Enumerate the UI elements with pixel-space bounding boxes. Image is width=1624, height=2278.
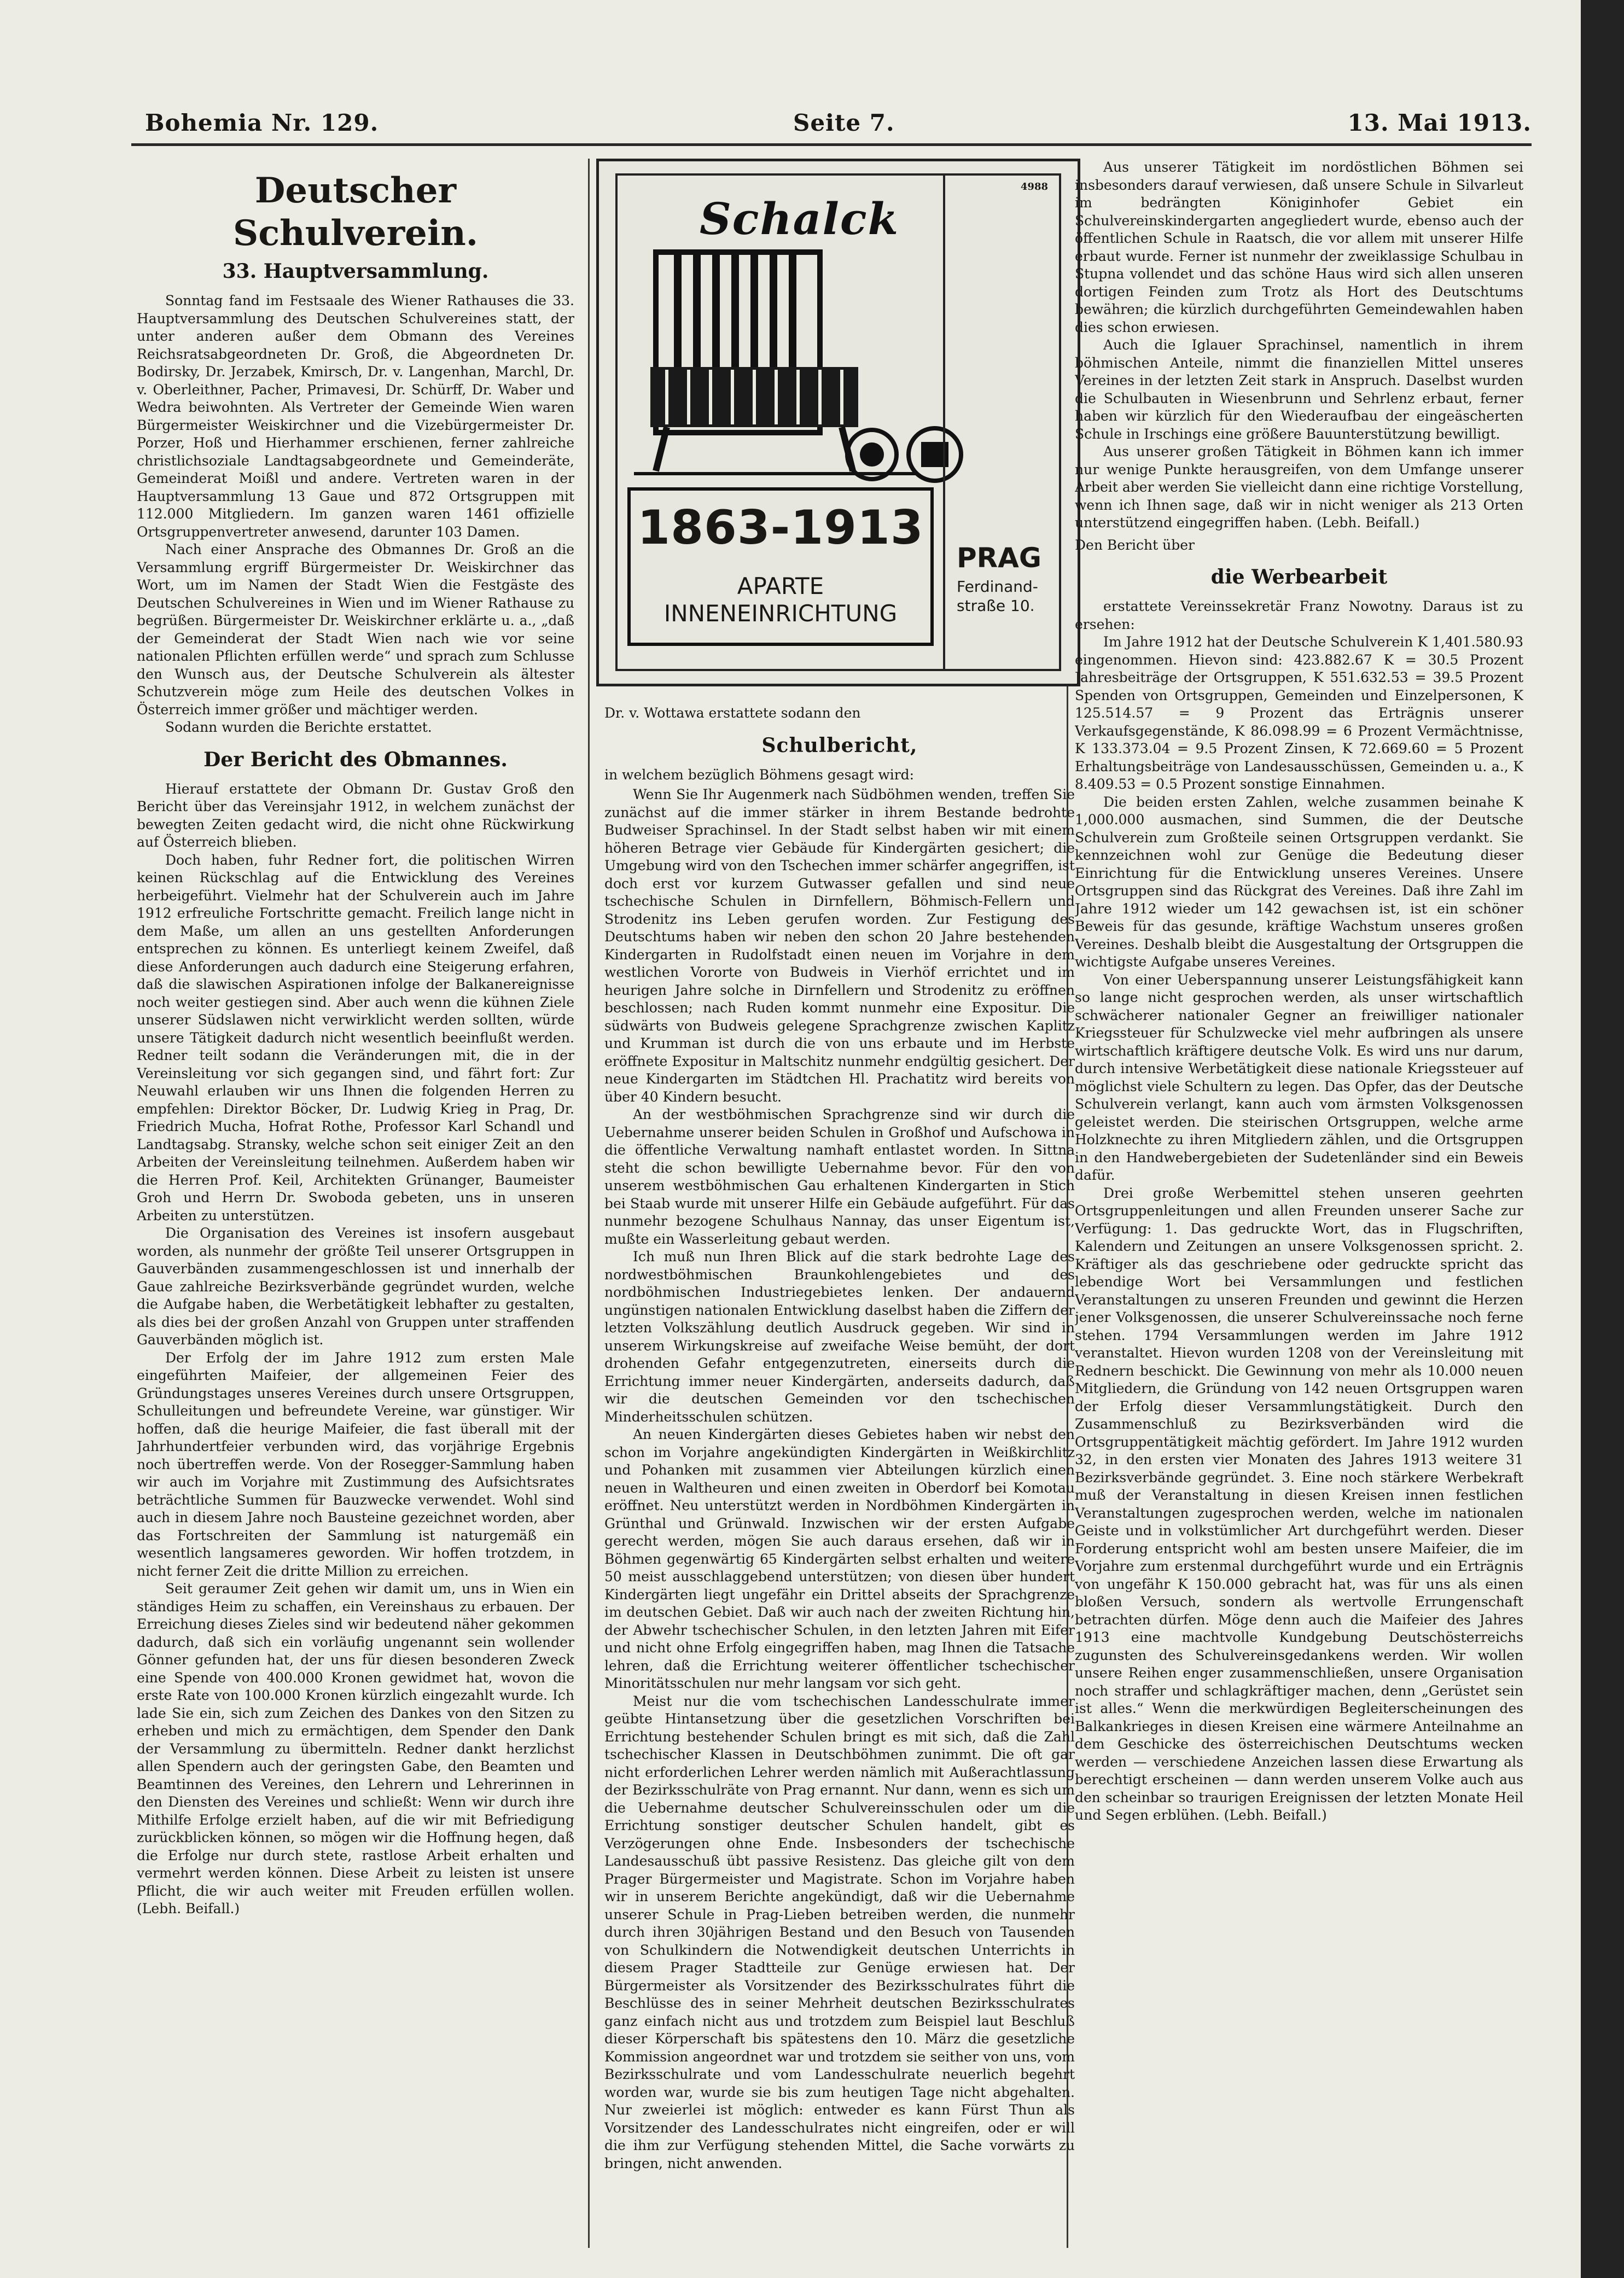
section-heading: Schulbericht, [761,733,918,757]
page-header [131,109,1532,153]
section-intro: in welchem bezüglich Böhmens gesagt wird: [604,766,915,783]
paragraph: Aus unserer Tätigkeit im nordöstlichen Böhmen sei insbesonders darauf verwiesen, daß unsere Schule in Silvarleut im bedrängten Königinhofer Gebiet ein Schulvereinskindergarten angegliedert wurde, ebenso auch der öffentlichen Schule in Raatsch, die vor allem mit unserer Hilfe erbaut wurde. Ferner ist nunmehr der zweiklassige Schulbau in Stupna vollendet und das schöne Haus wird sich allen unseren dortigen Feinden zum Trotz als Hort des Deutschtums bewähren; die kürzlich durchgeführten Gemeindewahlen haben dies schon erwiesen. [1075,159,1523,335]
section-intro: Den Bericht über [1075,537,1195,553]
paragraph: Auch die Iglauer Sprachinsel, namentlich in ihrem böhmischen Anteile, nimmt die finanziellen Mittel unseres Vereines in der letzten Zeit stark in Anspruch. Daselbst wurden die Schulbauten in Wiesenbrunn und Sehrlenz erbaut, ferner haben wir kürzlich für den Wiederaufbau der eingeäscherten Schule in Irschings eine größere Bauunterstützung bewilligt. [1075,337,1523,442]
header-date: 13. Mai 1913. [1347,109,1532,136]
paragraph: An neuen Kindergärten dieses Gebietes haben wir nebst den schon im Vorjahre angekündigten Kindergärten in Weißkirchlitz und Pohanken mit zusammen vier Abteilungen kürzlich einen neuen in Waltheuren und einen zweiten in Oberdorf bei Komotau eröffnet. Neu unterstützt werden in Nordböhmen Kindergärten in Grünthal und Grünwald. Inzwischen wir der ersten Aufgabe gerecht werden, mögen Sie auch daraus ersehen, daß wir in Böhmen gegenwärtig 65 Kindergärten selbst erhalten und weitere 50 meist ausschlaggebend unterstützen; von diesen über hundert Kindergärten liegt ungefähr ein Drittel abseits der Sprachgrenze im deutschen Gebiet. Daß wir auch nach der zweiten Richtung hin, der Abwehr tschechischer Schulen, in den letzten Jahren mit Eifer und nicht ohne Erfolg eingegriffen haben, mag Ihnen die Tatsache lehren, daß die Errichtung weiterer öffentlicher tschechischer Minoritätsschulen nur mehr langsam vor sich geht. [604,1426,1075,1691]
paragraph: Hierauf erstattete der Obmann Dr. Gustav Groß den Bericht über das Vereinsjahr 1912, in welchem zunächst der bewegten Zeiten gedacht wird, die nicht ohne Rückwirkung auf Österreich blieben. [137,780,574,850]
paragraph: An der westböhmischen Sprachgrenze sind wir durch die Uebernahme unserer beiden Schulen in Großhof und Aufschowa in die öffentliche Verwaltung namhaft entlastet worden. In Sittna steht die schon bewilligte Uebernahme bevor. Für den von unserem westböhmischen Gau erhaltenen Kindergarten in Stich bei Staab wurde mit unserer Hilfe ein Gebäude aufgeführt. Für das nunmehr bezogene Schulhaus Nannay, das unser Eigentum ist, mußte ein Wasserleitung gebaut werden. [604,1106,1075,1247]
ad-code: 4988 [1020,181,1048,193]
ad-address-line-1: Ferdinand- [957,578,1038,596]
ad-brand-logo: Schalck [700,193,900,244]
ad-address-line-2: straße 10. [957,597,1035,615]
ad-years: 1863-1913 [637,500,924,555]
paragraph: Der Erfolg der im Jahre 1912 zum ersten Male eingeführten Maifeier, der allgemeinen Feier des Gründungstages unseres Vereines durch unsere Ortsgruppen, Schulleitungen und befreundete Vereine, war günstiger. Wir hoffen, daß die heurige Maifeier, die fast überall mit der Jahrhundertfeier verbunden wird, das vorjährige Ergebnis noch übertreffen werde. Von der Rosegger-Sammlung haben wir auch im Vorjahre mit Zustimmung des Aufsichtsrates beträchtliche Summen für Bauzwecke verwendet. Wohl sind auch in diesem Jahre noch Bausteine gezeichnet worden, aber das Fortschreiten der Sammlung ist naturgemäß ein wesentlich langsameres geworden. Wir hoffen trotzdem, in nicht ferner Zeit die dritte Million zu erreichen. [137,1349,574,1579]
paragraph: erstattete Vereinssekretär Franz Nowotny. Daraus ist zu ersehen: [1075,598,1523,632]
ad-text-box [627,487,934,646]
paragraph: Im Jahre 1912 hat der Deutsche Schulverein K 1,401.580.93 eingenommen. Hievon sind: 423.882.67 K = 30.5 Prozent Jahresbeiträge der Ortsgruppen, K 551.632.53 = 39.5 Prozent Spenden von Ortsgruppen, Gemeinden und Einzelpersonen, K 125.514.57 = 9 Prozent das Erträgnis unserer Verkaufsgegenstände, K 86.098.99 = 6 Prozent Vermächtnisse, K 133.373.04 = 9.5 Prozent Zinsen, K 72.669.60 = 5 Prozent Erhaltungsbeiträge von Landesausschüssen, Gemeinden u. a., K 8.409.53 = 0.5 Prozent sonstige Einnahmen. [1075,634,1523,792]
paragraph: Meist nur die vom tschechischen Landesschulrate immer geübte Hintansetzung über die gesetzlichen Vorschriften bei Errichtung bestehender Schulen bringt es mit sich, daß die Zahl tschechischer Klassen in Deutschböhmen zunimmt. Die oft gar nicht erforderlichen Lehrer werden nämlich mit Außerachtlassung der Bezirksschulräte von Prag ernannt. Nur dann, wenn es sich um die Uebernahme deutscher Schulvereinsschulen oder um die Errichtung sonstiger deutscher Schulen handelt, gibt es Verzögerungen ohne Ende. Insbesonders der tschechische Landesausschuß übt passive Resistenz. Das gleiche gilt von dem Prager Bürgermeister und Magistrate. Schon im Vorjahre haben wir in unserem Berichte angekündigt, daß wir die Uebernahme unserer Schule in Prag-Lieben betreiben werden, die nunmehr durch ihren 30jährigen Bestand und den Besuch von Tausenden von Schulkindern die Notwendigkeit deutschen Unterrichts in diesem Prager Stadtteile zur Genüge erwiesen hat. Der Bürgermeister als Vorsitzender des Bezirksschulrates führt die Beschlüsse des in seiner Mehrheit deutschen Bezirksschulrates ganz einfach nicht aus und trotzdem zum Beispiel laut Beschluß dieser Körperschaft bis spätestens den 10. März die gesetzliche Kommission angeordnet war und trotzdem sie seither von uns, vom Bezirksschulrate und vom Landesschulrate neuerlich begehrt worden war, wurde sie bis zum heutigen Tage nicht abgehalten. Nur zweierlei ist möglich: entweder es kann Fürst Thun als Vorsitzender des Landesschulrates nicht eingreifen, oder er will die ihm zur Verfügung stehenden Mittel, die Sache vorwärts zu bringen, nicht anwenden. [604,1693,1075,2171]
paragraph: Ich muß nun Ihren Blick auf die stark bedrohte Lage des nordwestböhmischen Braunkohlengebietes und des nordböhmischen Industriegebietes lenken. Der andauernd ungünstigen nationalen Entwicklung daselbst haben die Ziffern der letzten Volkszählung deutlich Ausdruck gegeben. Wir sind in unserem Wirkungskreise auf zweifache Weise bemüht, der dort drohenden Gefahr entgegenzutreten, einerseits durch die Errichtung immer neuer Kindergärten, anderseits dadurch, daß wir die deutschen Gemeinden vor den tschechischen Minderheitsschulen schützen. [604,1249,1075,1425]
ad-city: PRAG [957,542,1041,574]
ad-frame [615,173,1061,671]
ad-line-2: INNENEINRICHTUNG [663,600,898,627]
paragraph: Drei große Werbemittel stehen unseren geehrten Ortsgruppenleitungen und allen Freunden unserer Sache zur Verfügung: 1. Das gedruckte Wort, das in Flugschriften, Kalendern und Zeitungen an unsere Volksgenossen spricht. 2. Kräftiger als das geschriebene oder gedruckte spricht das lebendige Wort bei Versammlungen und festlichen Veranstaltungen zu unseren Freunden und gewinnt die Herzen jener Volksgenossen, die unserer Schulvereinssache noch ferne stehen. 1794 Versammlungen werden im Jahre 1912 veranstaltet. Hievon wurden 1208 von der Vereinsleitung mit Rednern beschickt. Die Gewinnung von mehr als 10.000 neuen Mitgliedern, die Gründung von 142 neuen Ortsgruppen waren der Erfolg dieser Versammlungstätigkeit. Durch den Zusammenschluß zu Bezirksverbänden wird die Ortsgruppentätigkeit mächtig gefördert. Im Jahre 1912 wurden 32, in den ersten vier Monaten des Jahres 1913 weitere 31 Bezirksverbände gegründet. 3. Eine noch stärkere Werbekraft muß der Veranstaltung in diesen Kreisen innen festlichen Veranstaltungen zugesprochen werden, welche im nationalen Geiste und in volkstümlicher Art durchgeführt werden. Dieser Forderung entspricht wohl am besten unsere Maifeier, die im Vorjahre zum erstenmal durchgeführt wurde und ein Erträgnis von ungefähr K 150.000 gebracht hat, was für uns als einen bloßen Versuch, sondern als wertvolle Errungenschaft betrachten dürfen. Möge denn auch die Maifeier des Jahres 1913 eine machtvolle Kundgebung Deutschösterreichs zugunsten des Schulvereinsgedankens werden. Wir wollen unsere Reihen enger zusammenschließen, unsere Organisation noch straffer und schlagkräftiger machen, denn „Gerüstet sein ist alles.“ Wenn die merkwürdigen Begleiterscheinungen des Balkankrieges in diesen Kreisen eine wärmere Anteilnahme an dem Geschicke des österreichischen Deutschtums wecken werden — verschiedene Anzeichen lassen diese Erwartung als berechtigt erscheinen — dann werden unserem Volke auch aus den scheinbar so traurigen Ereignissen der letzten Monate Heil und Segen erblühen. (Lebh. Beifall.) [1075,1185,1523,1823]
section-heading: Der Bericht des Obmannes. [203,748,508,771]
section-heading: die Werbearbeit [1210,566,1388,589]
paragraph: Nach einer Ansprache des Obmannes Dr. Groß an die Versammlung ergriff Bürgermeister Dr. Weiskirchner das Wort, um im Namen der Stadt Wien die Festgäste des Deutschen Schulvereines in Wien und im Wiener Rathause zu begrüßen. Bürgermeister Dr. Weiskirchner erklärte u. a., „daß der Gemeinderat der Stadt Wien nach wie vor seine nationalen Pflichten erfüllen werde“ und sprach zum Schlusse den Wunsch aus, der Deutsche Schulverein als ältester Schutzverein möge zum Heile des deutschen Volkes in Österreich immer größer und mächtiger werden. [137,541,574,718]
header-page-number: Seite 7. [793,109,895,136]
ad-line-1: APARTE [737,573,824,599]
ad-divider [943,176,945,669]
paragraph: Die Organisation des Vereines ist insofern ausgebaut worden, als nunmehr der größte Teil unserer Ortsgruppen in Gauverbänden zusammengeschlossen ist und innerhalb der Gaue zahlreiche Bezirksverbände gegründet wurden, welche die Aufgabe haben, die Werbetätigkeit lebhafter zu gestalten, als dies bei der großen Anzahl von Gruppen unter straffenden Gauverbänden möglich ist. [137,1225,574,1348]
header-issue: Bohemia Nr. 129. [145,109,379,136]
article-title: Deutscher Schulverein. [232,170,479,254]
column-divider [588,159,590,2248]
header-divider [131,143,1532,146]
paragraph: Doch haben, fuhr Redner fort, die politischen Wirren keinen Rückschlag auf die Entwicklung des Vereines herbeigeführt. Vielmehr hat der Schulverein auch im Jahre 1912 erfreuliche Fortschritte gemacht. Freilich lange nicht in dem Maße, um allen an uns gestellten Anforderungen entsprechen zu können. Es unterliegt keinem Zweifel, daß diese Anforderungen auch dadurch eine Steigerung erfahren, daß die slawischen Aspirationen infolge der Balkanereignisse noch weiter gestiegen sind. Aber auch wenn die kühnen Ziele unserer Südslawen nicht verwirklicht werden sollten, würde unsere Tätigkeit dadurch nicht wesentlich beeinflußt werden. Redner teilt sodann die Veränderungen mit, die in der Vereinsleitung vor sich gegangen sind, und fährt fort: Zur Neuwahl erlauben wir uns Ihnen die folgenden Herren zu empfehlen: Direktor Böcker, Dr. Ludwig Krieg in Prag, Dr. Friedrich Mucha, Hofrat Rothe, Professor Karl Schandl und Landtagsabg. Stransky, welche schon seit einiger Zeit an den Arbeiten der Vereinsleitung teilnehmen. Außerdem haben wir die Herren Prof. Keil, Architekten Grünanger, Baumeister Groh und Herrn Dr. Swoboda gebeten, uns in unseren Arbeiten zu unterstützen. [137,852,574,1224]
paragraph: Aus unserer großen Tätigkeit in Böhmen kann ich immer nur wenige Punkte herausgreifen, von dem Umfange unserer Arbeit aber werden Sie vielleicht dann eine richtige Vorstellung, wenn ich Ihnen sage, daß wir in nicht weniger als 213 Orten unterstützend eingegriffen haben. (Lebh. Beifall.) [1075,444,1523,531]
advertisement [596,159,1080,686]
emblem-icons [842,424,973,485]
paragraph: Von einer Ueberspannung unserer Leistungsfähigkeit kann so lange nicht gesprochen werden, als unser wirtschaftlich schwächerer nationaler Gegner an freiwilliger nationaler Kriegssteuer für Schulzwecke viel mehr aufbringen als unsere wirtschaftlich kräftigere deutsche Volk. Es wird uns nur darum, durch intensive Werbetätigkeit diese nationale Kriegssteuer auf möglichst viele Schultern zu legen. Das Opfer, das der Deutsche Schulverein verlangt, kann auch vom ärmsten Volksgenossen geleistet werden. Die steirischen Ortsgruppen, welche arme Holzknechte zu ihren Mitgliedern zählen, und die Ortsgruppen in den Handwebergebieten der Sudetenländer sind ein Beweis dafür. [1075,971,1523,1183]
paragraph: Die beiden ersten Zahlen, welche zusammen beinahe K 1,000.000 ausmachen, sind Summen, die der Deutsche Schulverein zum Großteile seinen Ortsgruppen verdankt. Sie kennzeichnen wohl zur Genüge die Bedeutung dieser Einrichtung für die Entwicklung unseres Vereines. Unsere Ortsgruppen sind das Rückgrat des Vereines. Daß ihre Zahl im Jahre 1912 wieder um 142 gewachsen ist, ist ein schöner Beweis für das gesunde, kräftige Wachstum unseres großen Vereines. Deshalb bleibt die Ausgestaltung der Ortsgruppen die wichtigste Aufgabe unseres Vereines. [1075,794,1523,970]
text-column-2 [604,700,1075,2242]
text-column-3 [1075,159,1523,2253]
paragraph: Wenn Sie Ihr Augenmerk nach Südböhmen wenden, treffen Sie zunächst auf die immer stärker in ihrem Bestande bedrohte Budweiser Sprachinsel. In der Stadt selbst haben wir mit einem höheren Betrage vier Gebäude für Kindergärten gesichert; die Umgebung wird von den Tschechen immer schärfer angegriffen, ist doch erst vor kurzem Gutwasser gefallen und sind neue tschechische Schulen in Dirnfellern, Böhmisch-Fellern und Strodenitz ins Leben gerufen worden. Zur Festigung des Deutschtums haben wir neben den schon 20 Jahre bestehenden Kindergarten in Rudolfstadt einen neuen im Vorjahre in dem westlichen Vororte von Budweis in Vierhöf errichtet und im heurigen Jahre solche in Dirnfellern und Strodenitz zu eröffnen beschlossen; nach Ruden kommt nunmehr eine Expositur. Die südwärts von Budweis gelegene Sprachgrenze zwischen Kaplitz und Krumman ist durch die von uns erbaute und im Herbste eröffnete Expositur in Maltschitz nunmehr endgültig gesichert. Der neue Kindergarten im Städtchen Hl. Prachatitz wird bereits von über 40 Kindern besucht. [604,786,1075,1105]
scan-edge [1581,0,1624,2278]
paragraph: Seit geraumer Zeit gehen wir damit um, uns in Wien ein ständiges Heim zu schaffen, ein Vereinshaus zu erbauen. Der Erreichung dieses Zieles sind wir bedeutend näher gekommen dadurch, daß sich ein vorläufig ungenannt sein wollender Gönner gefunden hat, der uns für diesen besonderen Zweck eine Spende von 400.000 Kronen gewidmet hat, wovon die erste Rate von 100.000 Kronen kürzlich eingezahlt wurde. Ich lade Sie ein, sich zum Zeichen des Dankes von den Sitzen zu erheben und mich zu ermächtigen, dem Spender den Dank der Versammlung zu übermitteln. Redner dankt herzlichst allen Spendern auch der geringsten Gabe, den Beamten und Beamtinnen des Vereines, den Lehrern und Lehrerinnen in den Diensten des Vereines und schließt: Wenn wir durch ihre Mithilfe Erfolge erzielt haben, auf die wir mit Befriedigung zurückblicken können, so mögen wir die Hoffnung hegen, daß die Erfolge nur durch stete, rastlose Arbeit erhalten und vermehrt werden können. Diese Arbeit zu leisten ist unsere Pflicht, die wir auch weiter mit Freuden erfüllen wollen. (Lebh. Beifall.) [137,1581,574,1916]
paragraph: Sodann wurden die Berichte erstattet. [165,719,432,735]
paragraph: Sonntag fand im Festsaale des Wiener Rathauses die 33. Hauptversammlung des Deutschen Schulvereines statt, der unter anderen außer dem Obmann des Vereines Reichsratsabgeordneten Dr. Groß, die Abgeordneten Dr. Bodirsky, Dr. Jerzabek, Kmirsch, Dr. v. Langenhan, Marchl, Dr. v. Oberleithner, Pacher, Primavesi, Dr. Schürff, Dr. Waber und Wedra beiwohnten. Als Vertreter der Gemeinde Wien waren Bürgermeister Weiskirchner und die Vizebürgermeister Dr. Porzer, Hoß und Hierhammer erschienen, ferner zahlreiche christlichsoziale Landtagsabgeordnete und Gemeinderäte, Gemeinderat Moißl und andere. Vertreten waren in der Hauptversammlung 13 Gaue und 872 Ortsgruppen mit 112.000 Mitgliedern. Im ganzen waren 1461 offizielle Ortsgruppenvertreter anwesend, darunter 103 Damen. [137,293,574,540]
text-column-1 [137,159,574,2253]
article-subtitle: 33. Hauptversammlung. [222,260,489,283]
section-intro: Dr. v. Wottawa erstattete sodann den [604,705,861,721]
